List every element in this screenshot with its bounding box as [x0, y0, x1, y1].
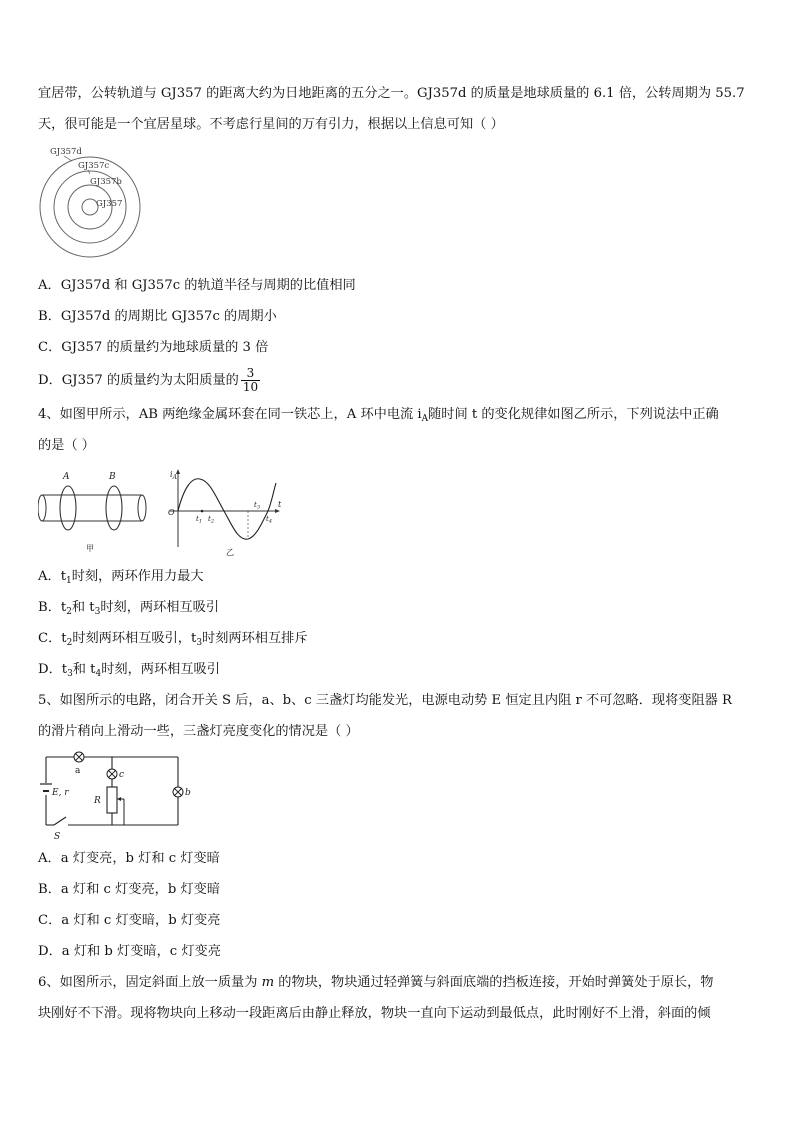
q4-line1-subscript: A [421, 414, 429, 424]
q4-option-b-pre: B．t [38, 600, 67, 615]
q5-option-a: A．a 灯变亮，b 灯和 c 灯变暗 [38, 851, 220, 866]
q6-line1-part-b: 的物块，物块通过轻弹簧与斜面底端的挡板连接，开始时弹簧处于原长，物 [274, 975, 714, 990]
t4-label: $t_4$ [266, 515, 273, 525]
q5-option-c: C．a 灯和 c 灯变暗，b 灯变亮 [38, 913, 221, 928]
rings-and-current-diagram [38, 467, 298, 557]
q6-text-line-2: 块刚好不下滑。现将物块向上移动一段距离后由静止释放，物块一直向下运动到最低点，此时刚好不上滑，斜面的倾 [38, 1006, 711, 1021]
q4-option-a-post: 时刻，两环作用力最大 [71, 569, 204, 584]
q3-option-d-text: D．GJ357 的质量约为太阳质量的 [38, 373, 239, 388]
q4-line1-part-b: 随时间 t 的变化规律如图乙所示，下列说法中正确 [428, 407, 719, 422]
figure-yi [168, 469, 282, 557]
t3-label: $t_3$ [254, 501, 261, 511]
q4-option-d-sub1: 3 [67, 669, 73, 679]
lamp-c-label: c [119, 770, 125, 780]
q4-option-b-sub1: 2 [66, 607, 72, 617]
q4-option-d [38, 654, 760, 685]
t2-label: $t_2$ [208, 515, 215, 525]
q5-option-d: D．a 灯和 b 灯变暗，c 灯变亮 [38, 944, 221, 959]
q6-line1-part-a: 6、如图所示，固定斜面上放一质量为 [38, 975, 262, 990]
label-gj357b: GJ357b [90, 177, 122, 187]
q5-option-b: B．a 灯和 c 灯变亮，b 灯变暗 [38, 882, 221, 897]
orbit-outer [40, 157, 140, 257]
q4-option-c [38, 623, 760, 654]
figure-jia [38, 472, 146, 553]
q5-text-line-2: 的滑片稍向上滑动一些，三盏灯亮度变化的情况是（ ） [38, 724, 359, 739]
origin-label: O [168, 508, 175, 517]
y-axis-label: $i_A$ [170, 470, 177, 481]
figure-yi-caption: 乙 [226, 548, 234, 557]
ring-a-label: A [63, 472, 70, 482]
label-gj357d: GJ357d [50, 147, 82, 157]
current-curve [178, 479, 276, 539]
q4-option-d-sub2: 4 [95, 669, 102, 679]
q4-option-d-pre: D．t [38, 662, 68, 677]
q3-option-d [38, 363, 760, 399]
lamp-a [74, 752, 84, 762]
q4-option-c-sub1: 2 [66, 638, 73, 648]
q4-option-b-sub2: 3 [94, 607, 101, 617]
label-gj357c: GJ357c [78, 161, 110, 171]
ring-b [106, 486, 122, 530]
q4-text-line-1 [38, 399, 760, 430]
t1-label: $t_1$ [196, 515, 203, 525]
circuit-diagram [38, 751, 198, 841]
fraction-3-10 [241, 367, 260, 394]
rheostat-r [107, 787, 117, 813]
lamp-c [107, 769, 117, 779]
q4-option-a [38, 561, 760, 592]
q4-option-b-mid: 和 t [71, 600, 95, 615]
lamp-a-label: a [75, 766, 81, 776]
q4-option-c-mid: 时刻两环相互吸引，t [72, 631, 197, 646]
q4-option-b-post: 时刻，两环相互吸引 [100, 600, 220, 615]
t-axis-label: t [278, 500, 282, 509]
lamp-b [173, 787, 183, 797]
q5-text-line-1: 5、如图所示的电路，闭合开关 S 后，a、b、c 三盏灯均能发光，电源电动势 E 恒定且内阻 r 不可忽略．现将变阻器 R [38, 693, 732, 708]
figure-jia-caption: 甲 [86, 544, 94, 553]
q3-option-c: C．GJ357 的质量约为地球质量的 3 倍 [38, 340, 269, 355]
q6-mass-symbol: m [261, 975, 275, 990]
q6-text-line-1 [38, 967, 760, 998]
fraction-numerator: 3 [241, 367, 260, 381]
q3-option-b: B．GJ357d 的周期比 GJ357c 的周期小 [38, 309, 277, 324]
q4-line1-part-a: 4、如图甲所示，AB 两绝缘金属环套在同一铁芯上，A 环中电流 i [38, 407, 422, 422]
q3-option-a: A．GJ357d 和 GJ357c 的轨道半径与周期的比值相同 [38, 278, 356, 293]
q3-text-line-2: 天，很可能是一个宜居星球。不考虑行星间的万有引力，根据以上信息可知（ ） [38, 117, 504, 132]
q4-option-c-sub2: 3 [196, 638, 203, 648]
q4-option-b [38, 592, 760, 623]
q4-option-c-post: 时刻两环相互排斥 [202, 631, 308, 646]
label-gj357: GJ357 [96, 199, 123, 209]
orbit-diagram [38, 144, 178, 264]
q4-option-a-pre: A．t [38, 569, 67, 584]
q4-text-line-2: 的是（ ） [38, 438, 95, 453]
rheostat-label: R [94, 796, 101, 806]
ring-a [60, 486, 76, 530]
exam-page [38, 78, 760, 1029]
q4-option-a-sub: 1 [66, 576, 72, 586]
q4-option-d-post: 时刻，两环相互吸引 [101, 662, 220, 677]
q3-text-line-1: 宜居带，公转轨道与 GJ357 的距离大约为日地距离的五分之一。GJ357d 的质量是地球质量的 6.1 倍，公转周期为 55.7 [38, 86, 745, 101]
lamp-b-label: b [185, 788, 191, 798]
fraction-denominator: 10 [242, 380, 259, 394]
ring-b-label: B [109, 472, 116, 482]
battery-label: E, r [52, 788, 69, 798]
q4-option-d-mid: 和 t [72, 662, 96, 677]
q4-option-c-pre: C．t [38, 631, 67, 646]
switch-label: S [54, 832, 61, 841]
switch [54, 817, 66, 825]
